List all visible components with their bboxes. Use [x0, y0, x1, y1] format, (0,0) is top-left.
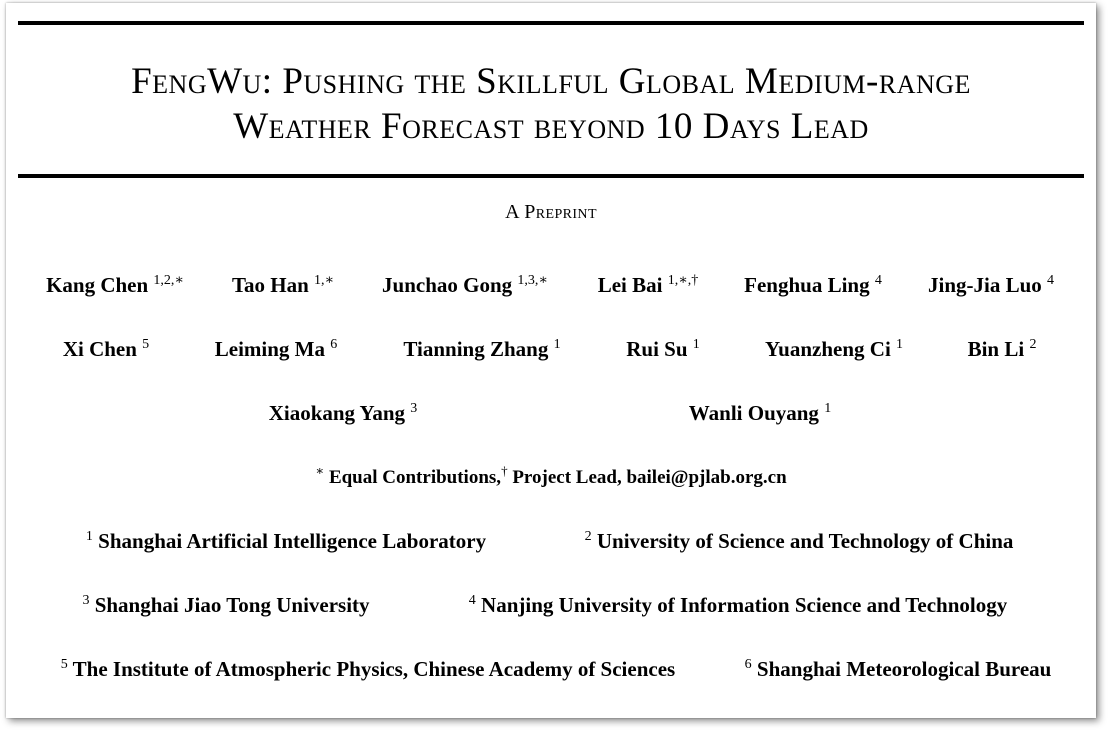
paper-title-line-1: FengWu: Pushing the Skillful Global Medium-range	[131, 61, 971, 102]
author-affiliation-marks: 3	[410, 401, 418, 416]
author	[689, 401, 831, 426]
equal-contribution-mark: ∗	[315, 463, 325, 478]
author-affiliation-marks: 1	[553, 337, 561, 352]
equal-contribution-text: Equal Contributions,	[328, 467, 502, 488]
author-name: Lei Bai	[597, 273, 663, 297]
project-lead-text: Project Lead, bailei@pjlab.org.cn	[512, 467, 787, 488]
affiliation-number: 6	[744, 657, 752, 672]
author-affiliation-marks: 2	[1029, 337, 1037, 352]
author	[765, 337, 903, 362]
author	[382, 273, 548, 298]
author-affiliation-marks: 5	[142, 337, 150, 352]
paper-title-line-2: Weather Forecast beyond 10 Days Lead	[233, 106, 869, 147]
title-top-rule	[18, 21, 1084, 25]
affiliation-name: Shanghai Meteorological Bureau	[756, 657, 1052, 681]
author	[232, 273, 334, 298]
author-affiliation-marks: 1,∗	[314, 273, 335, 288]
author-affiliation-marks: 1	[896, 337, 904, 352]
affiliation-number: 1	[85, 529, 93, 544]
author	[626, 337, 700, 362]
contribution-note	[6, 463, 1096, 489]
author-affiliation-marks: 4	[874, 273, 882, 288]
affiliation-number: 5	[60, 657, 68, 672]
author	[744, 273, 882, 298]
affiliation	[82, 593, 369, 618]
author-name: Jing-Jia Luo	[927, 273, 1042, 297]
affiliation-name: Shanghai Jiao Tong University	[94, 593, 370, 617]
author	[403, 337, 560, 362]
author-name: Rui Su	[626, 337, 688, 361]
author-affiliation-marks: 1	[824, 401, 832, 416]
author-name: Xiaokang Yang	[268, 401, 406, 425]
author	[46, 273, 184, 298]
author-affiliation-marks: 6	[330, 337, 338, 352]
author	[215, 337, 338, 362]
paper-header	[6, 3, 1096, 718]
author-name: Bin Li	[967, 337, 1025, 361]
author-affiliation-marks: 1	[692, 337, 700, 352]
author	[63, 337, 149, 362]
author-affiliation-marks: 1,3,∗	[517, 273, 548, 288]
affiliation-name: Shanghai Artificial Intelligence Laboratory	[98, 529, 487, 553]
author-name: Junchao Gong	[382, 273, 513, 297]
affiliation-name: Nanjing University of Information Science and Technology	[481, 593, 1008, 617]
preprint-label: A Preprint	[505, 201, 597, 223]
affiliation	[585, 529, 1014, 554]
affiliation-number: 2	[584, 529, 592, 544]
author	[598, 273, 699, 298]
title-bottom-rule	[18, 174, 1084, 178]
affiliation	[469, 593, 1007, 618]
affiliation-number: 4	[468, 593, 476, 608]
author-name: Fenghua Ling	[744, 273, 870, 297]
affiliation	[745, 657, 1052, 682]
author-name: Wanli Ouyang	[688, 401, 819, 425]
author-affiliation-marks: 1,∗,†	[667, 273, 699, 288]
author-name: Xi Chen	[62, 337, 137, 361]
paper-page-frame	[6, 3, 1096, 718]
author-name: Yuanzheng Ci	[764, 337, 891, 361]
project-lead-mark: †	[501, 463, 508, 478]
author	[269, 401, 418, 426]
author-name: Kang Chen	[46, 273, 149, 297]
author-affiliation-marks: 1,2,∗	[153, 273, 184, 288]
author-name: Tianning Zhang	[403, 337, 549, 361]
affiliation	[86, 529, 486, 554]
affiliation	[61, 657, 675, 682]
affiliation-number: 3	[82, 593, 90, 608]
author-name: Leiming Ma	[214, 337, 325, 361]
author-name: Tao Han	[231, 273, 309, 297]
author	[928, 273, 1054, 298]
affiliation-name: The Institute of Atmospheric Physics, Chinese Academy of Sciences	[72, 657, 676, 681]
author-affiliation-marks: 4	[1047, 273, 1055, 288]
affiliation-name: University of Science and Technology of China	[596, 529, 1014, 553]
author	[968, 337, 1037, 362]
paper-title	[6, 59, 1096, 149]
